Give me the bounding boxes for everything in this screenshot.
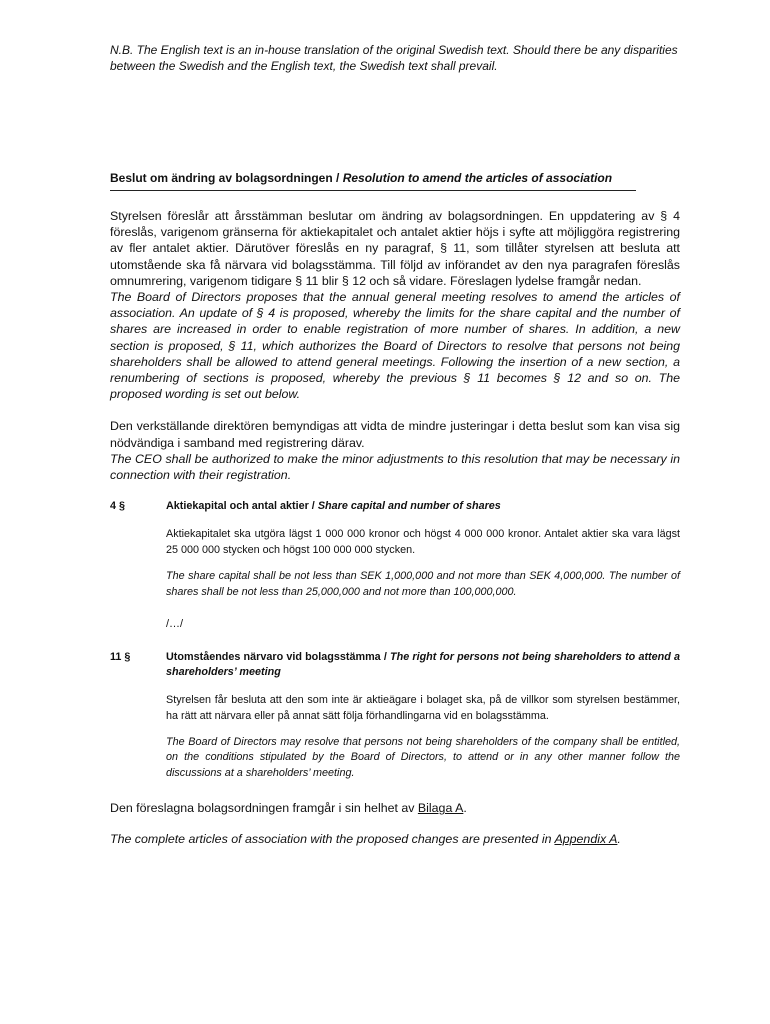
section-11-text-swedish: Styrelsen får besluta att den som inte är aktieägare i bolaget ska, på de villkor som styrelsen bestämmer, ha rätt att närvara eller på annat sätt följa förhandlingarna vid en bolagsstämma. <box>166 694 680 722</box>
final-statement-english <box>110 830 680 848</box>
ceo-authorization-swedish: Den verkställande direktören bemyndigas att vidta de mindre justeringar i detta beslut som kan visa sig nödvändiga i samband med registrering därav. <box>110 419 680 450</box>
section-11-title-english: The right for persons not being shareholders to attend a shareholders’ meeting <box>166 651 680 679</box>
ceo-authorization-english: The CEO shall be authorized to make the minor adjustments to this resolution that may be necessary in connection with their registration. <box>110 451 680 483</box>
section-11-number: 11 § <box>110 651 131 664</box>
board-proposal-english: The Board of Directors proposes that the annual general meeting resolves to amend the articles of association. An update of § 4 is proposed, whereby the limits for the share capital and the number of shares are increased in order to enable registration of more number of shares. In addition, a new section is proposed, § 11, which authorizes the Board of Directors to resolve that persons not being shareholders shall be allowed to attend general meetings. Following the insertion of a new section, a renumbering of sections is proposed, whereby the previous § 11 becomes § 12 and so on. The proposed wording is set out below. <box>110 290 680 402</box>
final-swedish-suffix: . <box>463 801 467 816</box>
final-swedish-prefix: Den föreslagna bolagsordningen framgår i sin helhet av <box>110 801 418 816</box>
board-proposal-swedish: Styrelsen föreslår att årsstämman beslutar om ändring av bolagsordningen. En uppdatering av § 4 föreslås, varigenom gränserna för aktiekapitalet och antalet aktier höjs i syfte att möjliggöra registrering av fler antalet aktier. Därutöver föreslås en ny paragraf, § 11, som tillåter styrelsen att besluta att utomstående ska få närvara vid bolagsstämma. Till följd av införandet av den nya paragrafen föreslås omnumrering, varigenom tidigare § 11 blir § 12 och så vidare. Föreslagen lydelse framgår nedan. <box>110 209 680 288</box>
section-11-heading <box>110 650 680 680</box>
section-4-text-english: The share capital shall be not less than SEK 1,000,000 and not more than SEK 4,000,000. The number of shares shall be not less than 25,000,000 and not more than 100,000,000. <box>166 570 680 598</box>
final-english-prefix: The complete articles of association with the proposed changes are presented in <box>110 831 555 846</box>
section-11-text-english: The Board of Directors may resolve that persons not being shareholders of the company shall be entitled, on the conditions stipulated by the Board of Directors, to attend or in any other manner follow the discussions at a shareholders’ meeting. <box>166 735 680 779</box>
section-4-heading <box>110 499 680 514</box>
resolution-heading <box>110 170 680 186</box>
omission-marker: /…/ <box>166 618 184 631</box>
section-4-title <box>166 499 680 514</box>
section-4-title-english: Share capital and number of shares <box>317 500 501 513</box>
heading-swedish: Beslut om ändring av bolagsordningen / <box>110 171 343 185</box>
section-4-text-swedish: Aktiekapitalet ska utgöra lägst 1 000 000 kronor och högst 4 000 000 kronor. Antalet aktier ska vara lägst 25 000 000 stycken och högst 100 000 000 stycken. <box>166 528 680 556</box>
final-english-suffix: . <box>617 831 621 846</box>
translation-note: N.B. The English text is an in-house translation of the original Swedish text. Should there be any disparities between the Swedish and the English text, the Swedish text shall prevail. <box>110 43 678 73</box>
section-11-title-swedish: Utomståendes närvaro vid bolagsstämma / <box>166 651 391 664</box>
appendix-link-swedish[interactable]: Bilaga A <box>417 801 464 816</box>
heading-underline <box>110 190 636 191</box>
document-page <box>110 42 680 860</box>
section-4-number: 4 § <box>110 500 126 513</box>
heading-english: Resolution to amend the articles of association <box>342 171 613 185</box>
section-11-title <box>166 650 680 680</box>
appendix-link-english[interactable]: Appendix A <box>554 831 618 846</box>
final-statement-swedish <box>110 799 680 817</box>
section-4-title-swedish: Aktiekapital och antal aktier / <box>166 500 318 513</box>
